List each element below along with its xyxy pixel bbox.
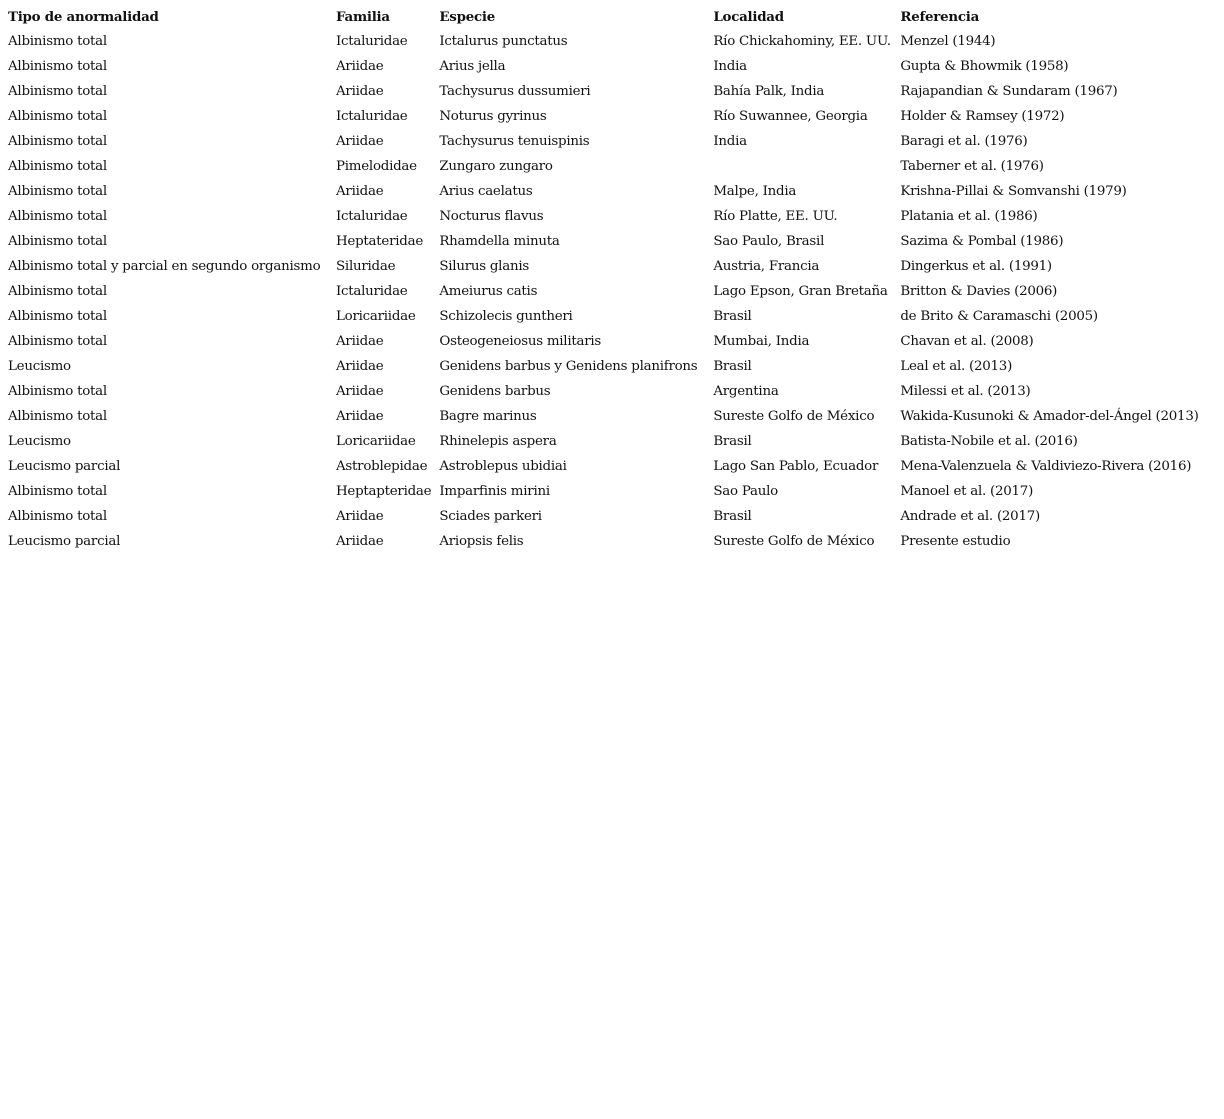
cell-especie: Zungaro zungaro bbox=[439, 159, 553, 174]
cell-familia: Ictaluridae bbox=[336, 109, 408, 124]
cell-tipo: Albinismo total bbox=[8, 209, 107, 224]
cell-familia: Ariidae bbox=[336, 384, 384, 399]
table-row bbox=[4, 279, 1220, 304]
header-localidad: Localidad bbox=[713, 8, 784, 25]
table-row bbox=[4, 379, 1220, 404]
cell-tipo: Albinismo total bbox=[8, 384, 107, 399]
table-row bbox=[4, 429, 1220, 454]
cell-localidad: Malpe, India bbox=[713, 184, 797, 199]
cell-especie: Osteogeneiosus militaris bbox=[439, 334, 602, 349]
cell-especie: Rhamdella minuta bbox=[439, 234, 560, 249]
cell-localidad: Sao Paulo, Brasil bbox=[713, 234, 825, 249]
table-row bbox=[4, 404, 1220, 429]
cell-tipo: Albinismo total bbox=[8, 184, 107, 199]
cell-referencia: Wakida-Kusunoki & Amador-del-Ángel (2013) bbox=[900, 409, 1199, 424]
table-row bbox=[4, 179, 1220, 204]
cell-tipo: Albinismo total bbox=[8, 509, 107, 524]
cell-referencia: Holder & Ramsey (1972) bbox=[900, 109, 1065, 124]
table-row bbox=[4, 354, 1220, 379]
table-row bbox=[4, 229, 1220, 254]
cell-tipo: Albinismo total bbox=[8, 159, 107, 174]
cell-referencia: de Brito & Caramaschi (2005) bbox=[900, 309, 1098, 324]
cell-localidad: Río Suwannee, Georgia bbox=[713, 109, 868, 124]
records-table bbox=[4, 4, 1220, 554]
table-row bbox=[4, 329, 1220, 354]
cell-localidad: Lago San Pablo, Ecuador bbox=[713, 459, 879, 474]
table-body bbox=[4, 29, 1220, 554]
cell-referencia: Leal et al. (2013) bbox=[900, 359, 1013, 374]
cell-especie: Tachysurus tenuispinis bbox=[439, 134, 590, 149]
cell-localidad: Lago Epson, Gran Bretaña bbox=[713, 284, 888, 299]
cell-referencia: Platania et al. (1986) bbox=[900, 209, 1038, 224]
cell-especie: Imparfinis mirini bbox=[439, 484, 550, 499]
cell-tipo: Albinismo total bbox=[8, 34, 107, 49]
cell-localidad: Brasil bbox=[713, 309, 752, 324]
header-tipo: Tipo de anormalidad bbox=[8, 8, 159, 25]
table-row bbox=[4, 504, 1220, 529]
cell-localidad: Sao Paulo bbox=[713, 484, 778, 499]
cell-familia: Ariidae bbox=[336, 534, 384, 549]
cell-localidad: Sureste Golfo de México bbox=[713, 409, 875, 424]
cell-especie: Ariopsis felis bbox=[439, 534, 524, 549]
cell-localidad: India bbox=[713, 59, 747, 74]
cell-localidad: Brasil bbox=[713, 509, 752, 524]
cell-especie: Arius jella bbox=[439, 59, 506, 74]
cell-referencia: Mena-Valenzuela & Valdiviezo-Rivera (2016) bbox=[900, 459, 1192, 474]
cell-referencia: Rajapandian & Sundaram (1967) bbox=[900, 84, 1118, 99]
cell-localidad: Bahía Palk, India bbox=[713, 84, 825, 99]
cell-tipo: Albinismo total bbox=[8, 309, 107, 324]
cell-referencia: Chavan et al. (2008) bbox=[900, 334, 1034, 349]
cell-familia: Ariidae bbox=[336, 409, 384, 424]
cell-familia: Loricariidae bbox=[336, 309, 416, 324]
cell-referencia: Baragi et al. (1976) bbox=[900, 134, 1028, 149]
cell-especie: Rhinelepis aspera bbox=[439, 434, 557, 449]
cell-especie: Ictalurus punctatus bbox=[439, 34, 568, 49]
table-row bbox=[4, 479, 1220, 504]
cell-referencia: Andrade et al. (2017) bbox=[900, 509, 1040, 524]
cell-especie: Silurus glanis bbox=[439, 259, 529, 274]
cell-especie: Nocturus flavus bbox=[439, 209, 544, 224]
table-row bbox=[4, 204, 1220, 229]
cell-especie: Bagre marinus bbox=[439, 409, 537, 424]
cell-familia: Ariidae bbox=[336, 359, 384, 374]
cell-localidad: India bbox=[713, 134, 747, 149]
header-row bbox=[4, 4, 1220, 29]
table-row bbox=[4, 29, 1220, 54]
cell-referencia: Manoel et al. (2017) bbox=[900, 484, 1034, 499]
cell-localidad: Río Platte, EE. UU. bbox=[713, 209, 838, 224]
cell-localidad: Austria, Francia bbox=[713, 259, 820, 274]
cell-localidad: Argentina bbox=[713, 384, 779, 399]
cell-especie: Noturus gyrinus bbox=[439, 109, 547, 124]
cell-especie: Genidens barbus bbox=[439, 384, 551, 399]
cell-especie: Ameiurus catis bbox=[439, 284, 538, 299]
table-row bbox=[4, 79, 1220, 104]
table-row bbox=[4, 54, 1220, 79]
cell-referencia: Taberner et al. (1976) bbox=[900, 159, 1044, 174]
cell-familia: Pimelodidae bbox=[336, 159, 417, 174]
table-row bbox=[4, 154, 1220, 179]
cell-familia: Siluridae bbox=[336, 259, 396, 274]
cell-familia: Ariidae bbox=[336, 134, 384, 149]
table-row bbox=[4, 254, 1220, 279]
cell-referencia: Milessi et al. (2013) bbox=[900, 384, 1031, 399]
cell-familia: Ariidae bbox=[336, 334, 384, 349]
cell-familia: Astroblepidae bbox=[336, 459, 428, 474]
header-referencia: Referencia bbox=[900, 8, 979, 25]
table-row bbox=[4, 529, 1220, 554]
cell-tipo: Albinismo total bbox=[8, 134, 107, 149]
header-familia: Familia bbox=[336, 8, 390, 25]
cell-referencia: Dingerkus et al. (1991) bbox=[900, 259, 1052, 274]
cell-referencia: Krishna-Pillai & Somvanshi (1979) bbox=[900, 184, 1127, 199]
cell-tipo: Albinismo total y parcial en segundo organismo bbox=[8, 259, 321, 274]
cell-familia: Ariidae bbox=[336, 509, 384, 524]
cell-familia: Heptapteridae bbox=[336, 484, 432, 499]
cell-tipo: Albinismo total bbox=[8, 59, 107, 74]
cell-referencia: Britton & Davies (2006) bbox=[900, 284, 1058, 299]
cell-tipo: Leucismo bbox=[8, 359, 71, 374]
cell-localidad: Mumbai, India bbox=[713, 334, 810, 349]
cell-referencia: Menzel (1944) bbox=[900, 34, 996, 49]
cell-tipo: Albinismo total bbox=[8, 409, 107, 424]
cell-especie: Arius caelatus bbox=[439, 184, 533, 199]
cell-referencia: Sazima & Pombal (1986) bbox=[900, 234, 1064, 249]
cell-referencia: Gupta & Bhowmik (1958) bbox=[900, 59, 1069, 74]
cell-tipo: Albinismo total bbox=[8, 109, 107, 124]
cell-referencia: Presente estudio bbox=[900, 534, 1011, 549]
cell-especie: Genidens barbus y Genidens planifrons bbox=[439, 359, 698, 374]
table-row bbox=[4, 104, 1220, 129]
table-row bbox=[4, 304, 1220, 329]
cell-especie: Tachysurus dussumieri bbox=[439, 84, 591, 99]
cell-familia: Ictaluridae bbox=[336, 209, 408, 224]
cell-tipo: Leucismo parcial bbox=[8, 534, 121, 549]
cell-tipo: Albinismo total bbox=[8, 84, 107, 99]
cell-familia: Ictaluridae bbox=[336, 284, 408, 299]
cell-tipo: Albinismo total bbox=[8, 334, 107, 349]
cell-familia: Ictaluridae bbox=[336, 34, 408, 49]
cell-tipo: Leucismo bbox=[8, 434, 71, 449]
cell-localidad: Río Chickahominy, EE. UU. bbox=[713, 34, 891, 49]
cell-tipo: Albinismo total bbox=[8, 284, 107, 299]
cell-localidad: Sureste Golfo de México bbox=[713, 534, 875, 549]
cell-tipo: Albinismo total bbox=[8, 484, 107, 499]
cell-especie: Sciades parkeri bbox=[439, 509, 542, 524]
cell-especie: Astroblepus ubidiai bbox=[439, 459, 567, 474]
cell-familia: Ariidae bbox=[336, 84, 384, 99]
cell-localidad: Brasil bbox=[713, 434, 752, 449]
cell-localidad: Brasil bbox=[713, 359, 752, 374]
cell-tipo: Leucismo parcial bbox=[8, 459, 121, 474]
records-table-container bbox=[4, 4, 1220, 554]
cell-localidad bbox=[709, 154, 896, 179]
cell-familia: Loricariidae bbox=[336, 434, 416, 449]
header-especie: Especie bbox=[439, 8, 495, 25]
cell-familia: Heptateridae bbox=[336, 234, 424, 249]
cell-familia: Ariidae bbox=[336, 59, 384, 74]
cell-tipo: Albinismo total bbox=[8, 234, 107, 249]
table-row bbox=[4, 454, 1220, 479]
cell-especie: Schizolecis guntheri bbox=[439, 309, 573, 324]
table-header bbox=[4, 4, 1220, 29]
cell-referencia: Batista-Nobile et al. (2016) bbox=[900, 434, 1078, 449]
cell-familia: Ariidae bbox=[336, 184, 384, 199]
table-row bbox=[4, 129, 1220, 154]
